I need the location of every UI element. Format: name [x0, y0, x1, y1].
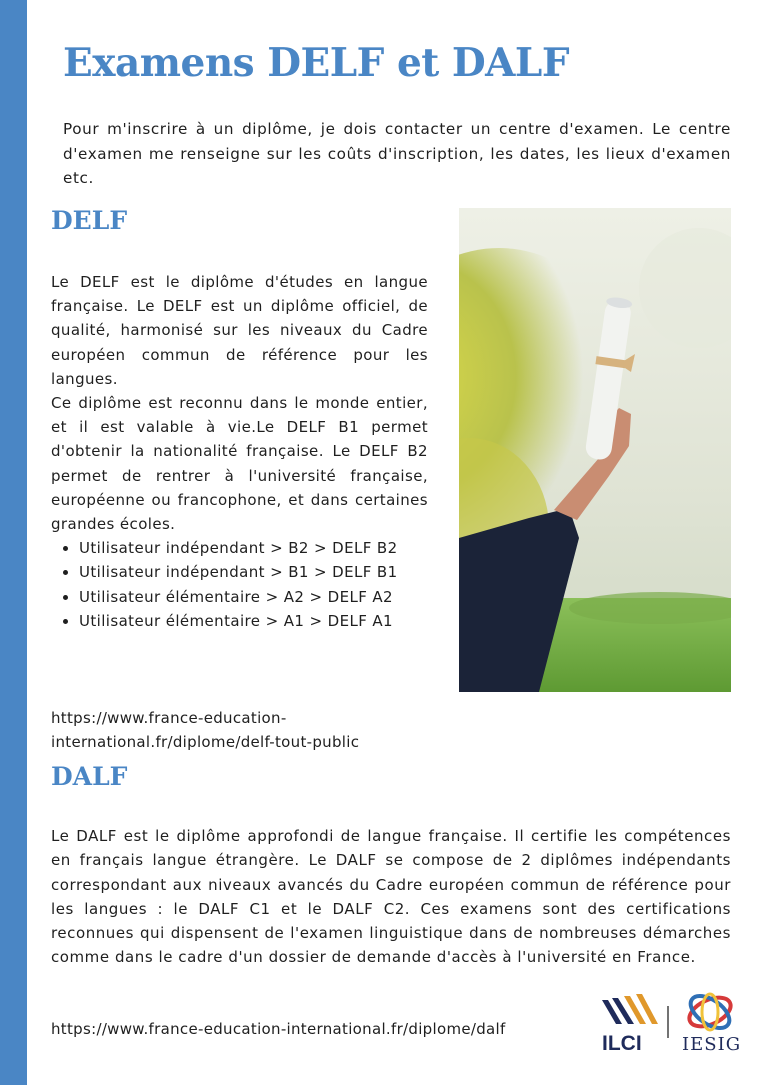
ilci-logo-text: ILCI	[602, 1032, 642, 1055]
partner-logos	[598, 988, 748, 1056]
delf-paragraph-1: Le DELF est le diplôme d'études en langue française. Le DELF est un diplôme officiel, de qualité, harmonisé sur les niveaux du Cadre européen commun de référence pour les langues.	[51, 273, 428, 388]
list-item: • Utilisateur indépendant > B1 > DELF B1	[79, 560, 428, 584]
graduation-photo	[459, 208, 731, 692]
intro-paragraph: Pour m'inscrire à un diplôme, je dois contacter un centre d'examen. Le centre d'examen me renseigne sur les coûts d'inscription, les dates, les lieux d'examen etc.	[63, 120, 731, 187]
dalf-heading: DALF	[51, 762, 128, 791]
delf-section	[51, 270, 428, 633]
list-item: • Utilisateur indépendant > B2 > DELF B2	[79, 536, 428, 560]
iesig-logo	[682, 990, 741, 1055]
iesig-logo-text: IESIG	[682, 1034, 742, 1055]
delf-link[interactable]: https://www.france-education-international.fr/diplome/delf-tout-public	[51, 709, 360, 751]
delf-levels-list	[51, 536, 428, 633]
ilci-logo	[602, 994, 658, 1055]
delf-heading: DELF	[51, 206, 128, 235]
dalf-link[interactable]: https://www.france-education-international.fr/diplome/dalf	[51, 1020, 506, 1038]
dalf-paragraph: Le DALF est le diplôme approfondi de langue française. Il certifie les compétences en français langue étrangère. Le DALF se compose de 2 diplômes indépendants correspondant aux niveaux avancés du Cadre européen commun de référence pour les langues : le DALF C1 et le DALF C2. Ces examens sont des certifications reconnues qui dispensent de l'examen linguistique dans de nombreuses démarches comme dans le cadre d'un dossier de demande d'accès à l'université en France.	[51, 827, 731, 967]
list-item: • Utilisateur élémentaire > A1 > DELF A1	[79, 609, 428, 633]
delf-paragraph-2: Ce diplôme est reconnu dans le monde entier, et il est valable à vie.Le DELF B1 permet d'obtenir la nationalité française. Le DELF B2 permet de rentrer à l'université française, européenne ou francophone, et dans certaines grandes écoles.	[51, 394, 428, 534]
side-accent-bar	[0, 0, 27, 1085]
page-title: Examens DELF et DALF	[63, 40, 570, 86]
list-item: • Utilisateur élémentaire > A2 > DELF A2	[79, 585, 428, 609]
